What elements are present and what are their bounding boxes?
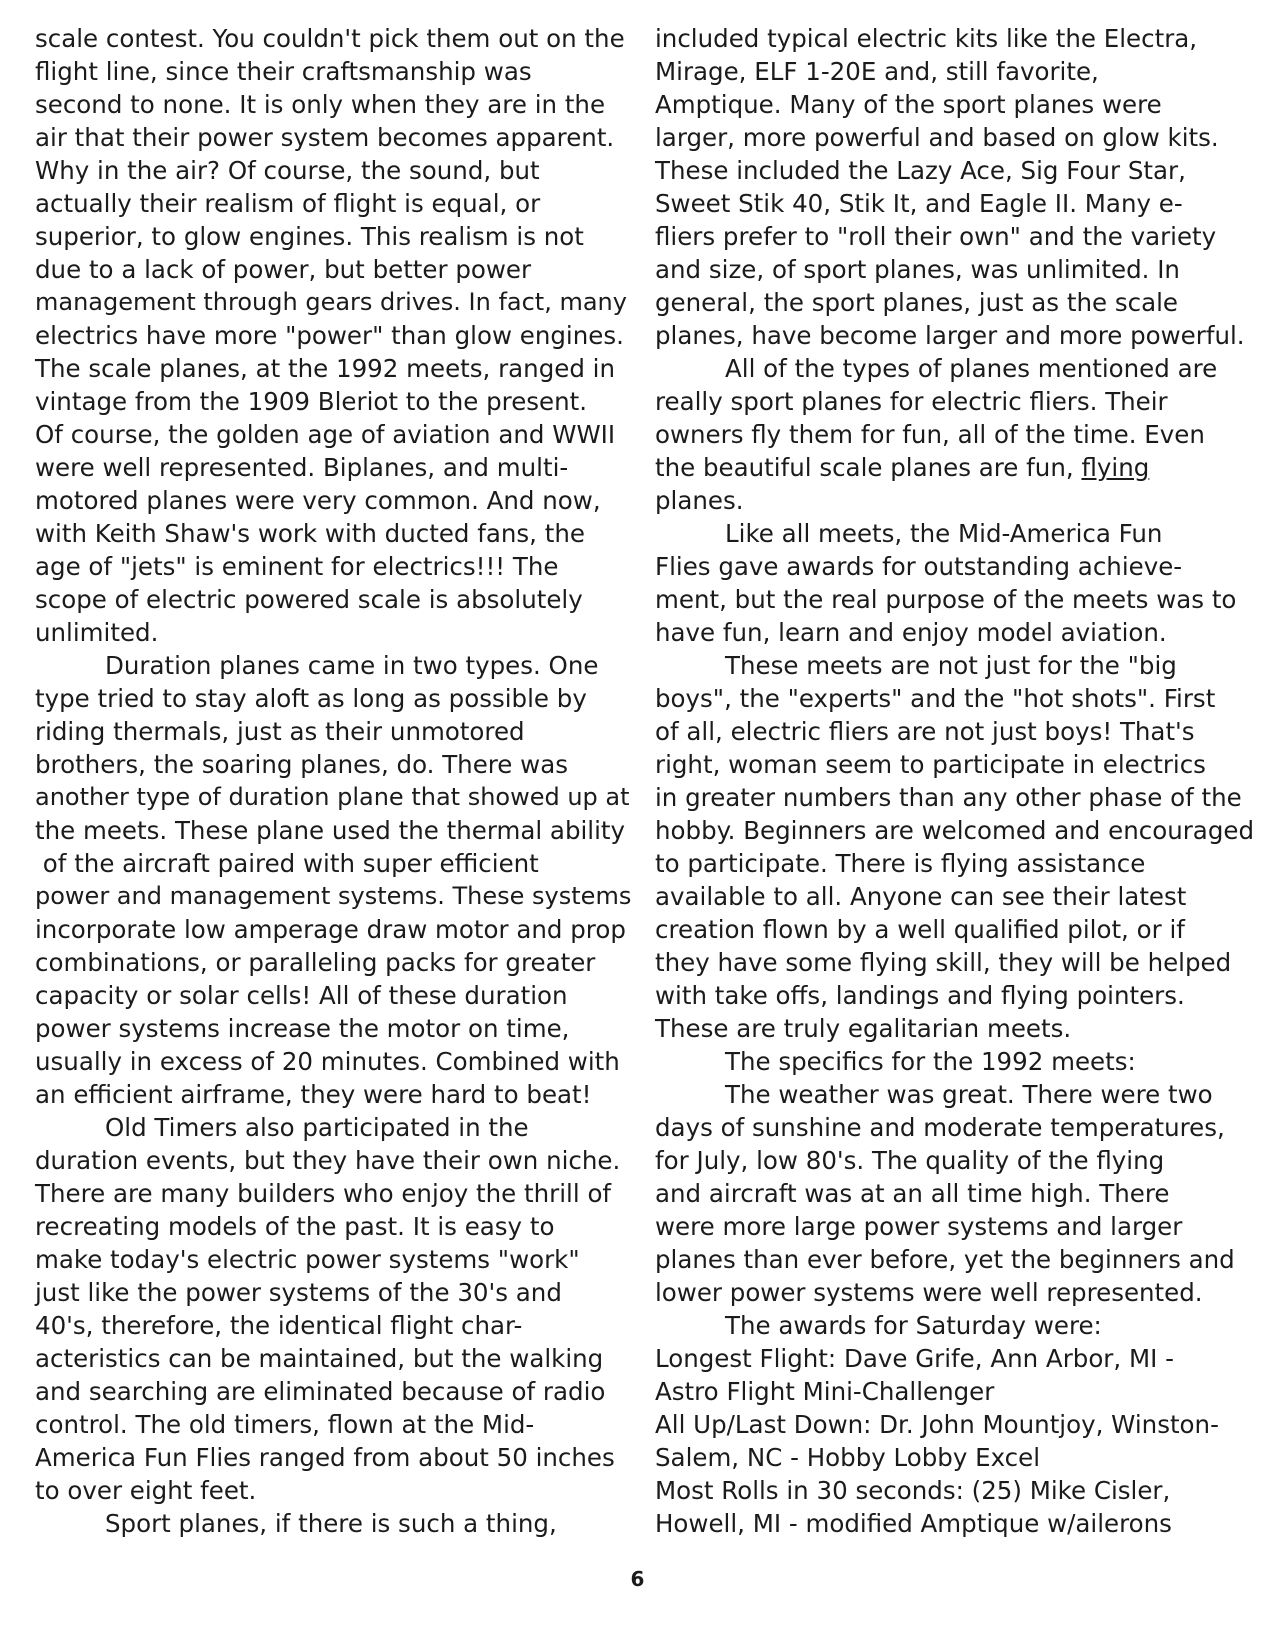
text-line: scope of electric powered scale is absolutely	[35, 585, 583, 614]
paragraph-start-line: The specifics for the 1992 meets:	[725, 1047, 1136, 1076]
text-line: due to a lack of power, but better power	[35, 255, 532, 284]
text-line: general, the sport planes, just as the scale	[655, 288, 1178, 317]
text-line: These included the Lazy Ace, Sig Four Star,	[655, 156, 1186, 185]
text-line: capacity or solar cells! All of these duration	[35, 981, 568, 1010]
text-line: were well represented. Biplanes, and multi-	[35, 453, 569, 482]
text-line: Sweet Stik 40, Stik It, and Eagle II. Many e-	[655, 189, 1183, 218]
paragraph-start-line: Old Timers also participated in the	[105, 1113, 529, 1142]
text-line: brothers, the soaring planes, do. There was	[35, 750, 568, 779]
text-line: power and management systems. These systems	[35, 882, 632, 910]
text-line: America Fun Flies ranged from about 50 inches	[35, 1443, 615, 1472]
text-line: of the aircraft paired with super efficient	[35, 849, 539, 878]
text-line: flight line, since their craftsmanship was	[35, 57, 532, 86]
text-line: planes than ever before, yet the beginners and	[655, 1245, 1235, 1274]
paragraph-start-line: These meets are not just for the "big	[725, 651, 1177, 680]
text-line: actually their realism of flight is equal, or	[35, 189, 541, 218]
paragraph-start-line: All of the types of planes mentioned are	[725, 354, 1218, 383]
left-column	[35, 22, 635, 1540]
text-line: creation flown by a well qualified pilot, or if	[655, 915, 1185, 944]
text-line: management through gears drives. In fact, many	[35, 288, 627, 316]
paragraph-start-line: Like all meets, the Mid-America Fun	[725, 519, 1163, 548]
text-line: of all, electric fliers are not just boys! That's	[655, 717, 1195, 746]
text-line: There are many builders who enjoy the thrill of	[35, 1179, 612, 1208]
text-line: second to none. It is only when they are in the	[35, 90, 606, 119]
text-line: riding thermals, just as their unmotored	[35, 717, 525, 746]
text-line: usually in excess of 20 minutes. Combined with	[35, 1047, 620, 1076]
text-line: air that their power system becomes apparent.	[35, 123, 615, 152]
text-line: included typical electric kits like the Electra,	[655, 24, 1198, 53]
paragraph-start-line: The weather was great. There were two	[725, 1080, 1213, 1109]
page-number: 6	[630, 1567, 645, 1591]
text-line: ment, but the real purpose of the meets was to	[655, 585, 1237, 614]
text-line: another type of duration plane that showed up at	[35, 783, 630, 811]
text-line: with Keith Shaw's work with ducted fans, the	[35, 519, 585, 548]
text-line: vintage from the 1909 Bleriot to the present.	[35, 387, 588, 416]
award-line: Howell, MI - modified Amptique w/ailerons	[655, 1509, 1172, 1538]
text-line: planes, have become larger and more powerful.	[655, 321, 1245, 350]
text-line: unlimited.	[35, 618, 159, 647]
text-line: electrics have more "power" than glow engines.	[35, 321, 624, 350]
text-line: to participate. There is flying assistance	[655, 849, 1146, 878]
text-line: 40's, therefore, the identical flight char-	[35, 1311, 523, 1340]
text-line: combinations, or paralleling packs for greater	[35, 948, 596, 977]
text-line: control. The old timers, flown at the Mid-	[35, 1410, 535, 1439]
award-line: All Up/Last Down: Dr. John Mountjoy, Winston-	[655, 1410, 1219, 1439]
text-line: These are truly egalitarian meets.	[655, 1014, 1072, 1043]
text-line: Amptique. Many of the sport planes were	[655, 90, 1162, 119]
text-line: they have some flying skill, they will be helped	[655, 948, 1232, 977]
text-line: and searching are eliminated because of radio	[35, 1377, 606, 1406]
text-line: scale contest. You couldn't pick them out on the	[35, 24, 625, 53]
text-line: an efficient airframe, they were hard to beat!	[35, 1080, 592, 1109]
text-line: recreating models of the past. It is easy to	[35, 1212, 555, 1241]
text-line: fliers prefer to "roll their own" and the variety	[655, 222, 1217, 251]
text-line: and aircraft was at an all time high. There	[655, 1179, 1170, 1208]
award-line: Astro Flight Mini-Challenger	[655, 1377, 995, 1406]
text-line-with-underline	[655, 451, 1255, 484]
text-line: type tried to stay aloft as long as possible by	[35, 684, 587, 713]
paragraph-start-line: The awards for Saturday were:	[725, 1311, 1102, 1340]
underlined-word: flying	[1081, 453, 1150, 482]
text-line: superior, to glow engines. This realism is not	[35, 222, 584, 251]
text-line: owners fly them for fun, all of the time. Even	[655, 420, 1205, 449]
text-line: to over eight feet.	[35, 1476, 257, 1505]
text-line: planes.	[655, 486, 744, 515]
text-line: Mirage, ELF 1-20E and, still favorite,	[655, 57, 1099, 86]
text-line: and size, of sport planes, was unlimited. In	[655, 255, 1180, 284]
text-line: Why in the air? Of course, the sound, but	[35, 156, 540, 185]
text-line: duration events, but they have their own niche.	[35, 1146, 621, 1175]
text-line: were more large power systems and larger	[655, 1212, 1183, 1241]
right-column	[655, 22, 1255, 1540]
text-line: days of sunshine and moderate temperatures,	[655, 1113, 1225, 1142]
text-line: incorporate low amperage draw motor and prop	[35, 915, 626, 944]
award-line: Salem, NC - Hobby Lobby Excel	[655, 1443, 1041, 1472]
text-line: right, woman seem to participate in electrics	[655, 750, 1206, 779]
text-line: age of "jets" is eminent for electrics!!! The	[35, 552, 559, 581]
text-line: boys", the "experts" and the "hot shots". First	[655, 684, 1216, 713]
text-line: really sport planes for electric fliers. Their	[655, 387, 1168, 416]
text-line: hobby. Beginners are welcomed and encouraged	[655, 816, 1254, 845]
text-line: Of course, the golden age of aviation and WWII	[35, 420, 616, 449]
award-line: Most Rolls in 30 seconds: (25) Mike Cisler,	[655, 1476, 1171, 1505]
text-line: just like the power systems of the 30's and	[35, 1278, 562, 1307]
text-line: available to all. Anyone can see their latest	[655, 882, 1187, 911]
text-line: the meets. These plane used the thermal ability	[35, 816, 626, 845]
text-line: in greater numbers than any other phase of the	[655, 783, 1242, 812]
text-line: larger, more powerful and based on glow kits.	[655, 123, 1219, 152]
text-line: The scale planes, at the 1992 meets, ranged in	[35, 354, 615, 383]
text-line: have fun, learn and enjoy model aviation.	[655, 618, 1167, 647]
text-line: for July, low 80's. The quality of the flying	[655, 1146, 1165, 1175]
text-line: make today's electric power systems "work"	[35, 1245, 580, 1274]
text-line: with take offs, landings and flying pointers.	[655, 981, 1185, 1010]
text-line: power systems increase the motor on time,	[35, 1014, 570, 1043]
text-line: motored planes were very common. And now,	[35, 486, 601, 515]
text-fragment: the beautiful scale planes are fun,	[655, 453, 1074, 482]
text-line: acteristics can be maintained, but the walking	[35, 1344, 604, 1373]
text-line: Flies gave awards for outstanding achieve-	[655, 552, 1183, 581]
paragraph-start-line: Duration planes came in two types. One	[105, 651, 599, 680]
award-line: Longest Flight: Dave Grife, Ann Arbor, MI -	[655, 1344, 1174, 1373]
text-line: lower power systems were well represented.	[655, 1278, 1203, 1307]
paragraph-start-line: Sport planes, if there is such a thing,	[105, 1509, 557, 1538]
